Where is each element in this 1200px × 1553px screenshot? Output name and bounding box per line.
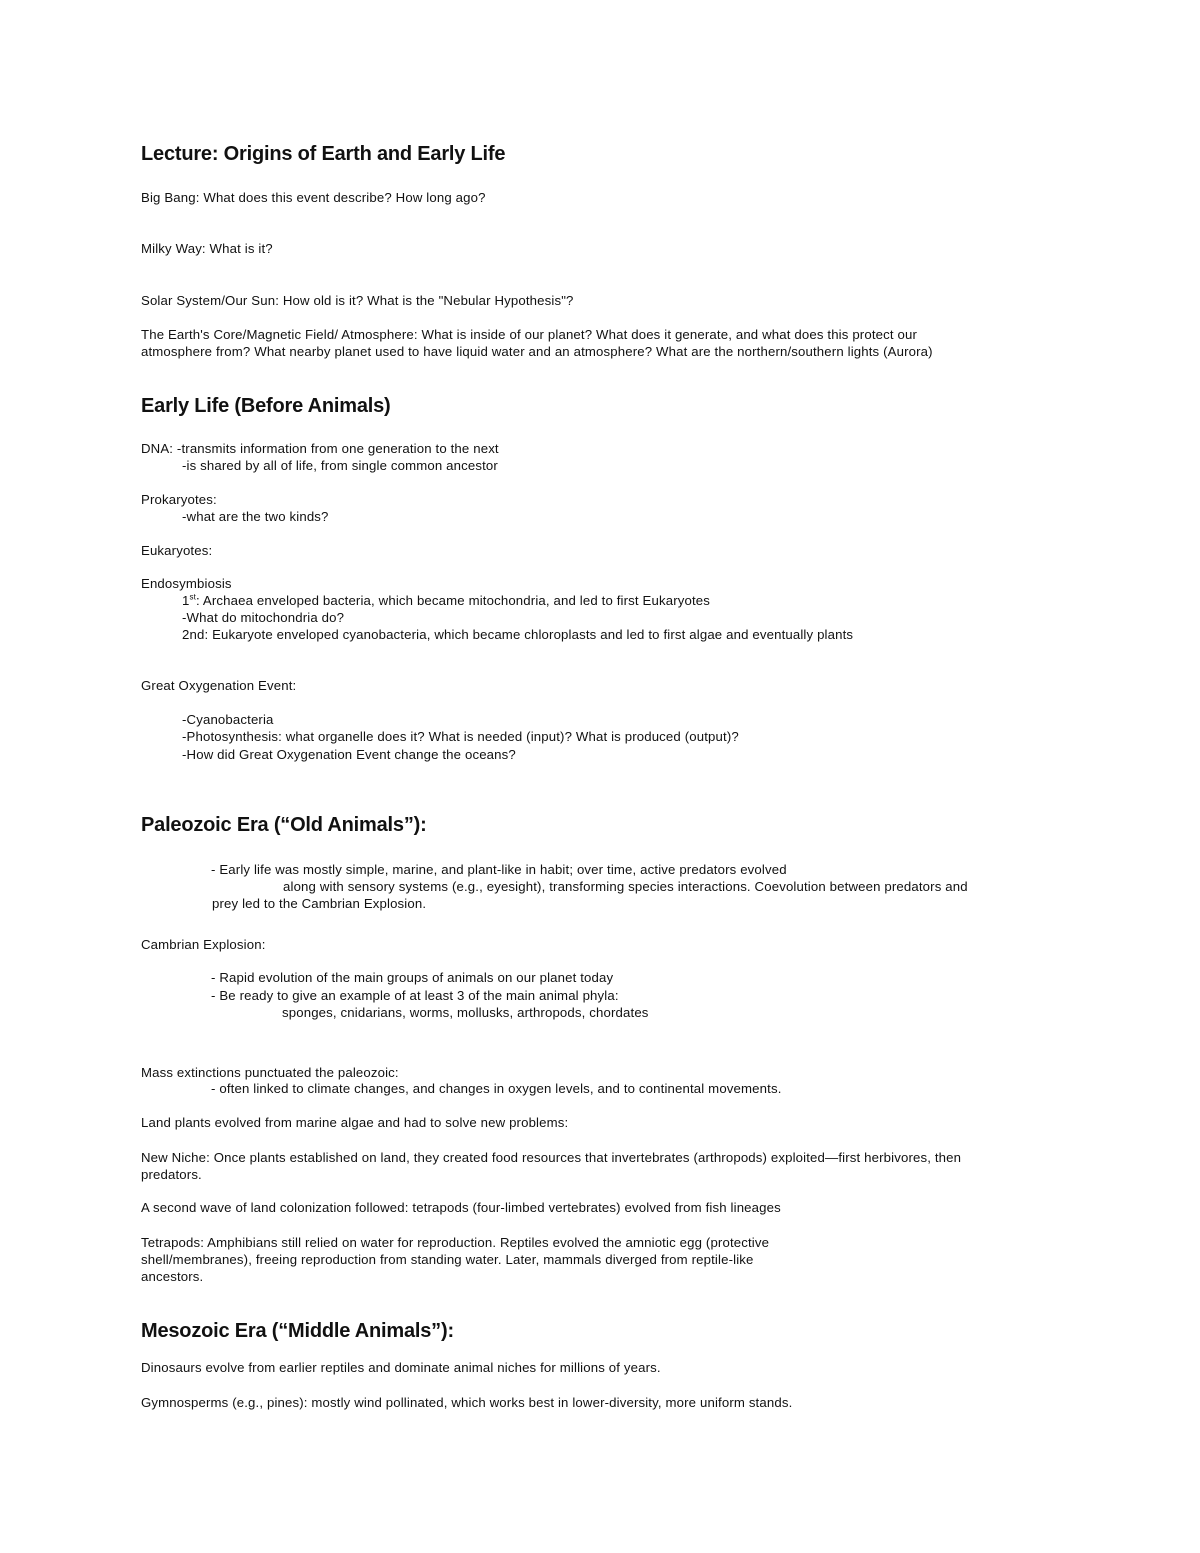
goe-item-2: -Photosynthesis: what organelle does it? What is needed (input)? What is produced (output)? (182, 729, 739, 744)
endosymbiosis-second: 2nd: Eukaryote enveloped cyanobacteria, which became chloroplasts and led to first algae and eventually plants (182, 627, 854, 642)
new-niche-line2: predators. (141, 1167, 202, 1182)
goe-item-3: -How did Great Oxygenation Event change the oceans? (182, 747, 516, 762)
endosymbiosis-first-text: : Archaea enveloped bacteria, which became mitochondria, and led to first Eukaryotes (196, 593, 711, 608)
paleozoic-p1-line1: - Early life was mostly simple, marine, and plant-like in habit; over time, active predators evolved (211, 862, 787, 877)
gymnosperms-text: Gymnosperms (e.g., pines): mostly wind pollinated, which works best in lower-diversity, more uniform stands. (141, 1395, 793, 1410)
solar-system-question: Solar System/Our Sun: How old is it? What is the "Nebular Hypothesis"? (141, 293, 574, 308)
paleozoic-p1-line2: along with sensory systems (e.g., eyesight), transforming species interactions. Coevolution between predators and (283, 879, 968, 894)
tetrapods-line2: shell/membranes), freeing reproduction from standing water. Later, mammals diverged from reptile-like (141, 1252, 754, 1267)
mass-extinction-item: - often linked to climate changes, and changes in oxygen levels, and to continental movements. (211, 1081, 782, 1096)
page-title: Lecture: Origins of Earth and Early Life (141, 143, 506, 165)
tetrapods-line1: Tetrapods: Amphibians still relied on water for reproduction. Reptiles evolved the amniotic egg (protective (141, 1235, 770, 1250)
early-life-heading: Early Life (Before Animals) (141, 395, 391, 417)
milky-way-question: Milky Way: What is it? (141, 241, 273, 256)
cambrian-item-2: - Be ready to give an example of at least 3 of the main animal phyla: (211, 988, 619, 1003)
new-niche-line1: New Niche: Once plants established on land, they created food resources that invertebrates (arthropods) exploited—first herbivores, then (141, 1150, 962, 1165)
ordinal-suffix: st (189, 592, 197, 602)
mesozoic-heading: Mesozoic Era (“Middle Animals”): (141, 1320, 454, 1342)
eukaryotes-label: Eukaryotes: (141, 543, 213, 558)
tetrapods-line3: ancestors. (141, 1269, 204, 1284)
second-wave-text: A second wave of land colonization followed: tetrapods (four-limbed vertebrates) evolved from fish lineages (141, 1200, 781, 1215)
prokaryotes-label: Prokaryotes: (141, 492, 217, 507)
cambrian-item-1: - Rapid evolution of the main groups of animals on our planet today (211, 970, 614, 985)
prokaryotes-question: -what are the two kinds? (182, 509, 329, 524)
cambrian-item-3: sponges, cnidarians, worms, mollusks, arthropods, chordates (282, 1005, 649, 1020)
endosymbiosis-label: Endosymbiosis (141, 576, 232, 591)
dinosaurs-text: Dinosaurs evolve from earlier reptiles and dominate animal niches for millions of years. (141, 1360, 661, 1375)
mitochondria-question: -What do mitochondria do? (182, 610, 345, 625)
ordinal-number: 1 (182, 593, 190, 608)
paleozoic-heading: Paleozoic Era (“Old Animals”): (141, 814, 427, 836)
earth-core-question-line2: atmosphere from? What nearby planet used to have liquid water and an atmosphere? What are the northern/southern lights (Aurora) (141, 344, 933, 359)
mass-extinction-label: Mass extinctions punctuated the paleozoic: (141, 1065, 399, 1080)
goe-label: Great Oxygenation Event: (141, 678, 297, 693)
big-bang-question: Big Bang: What does this event describe? How long ago? (141, 190, 486, 205)
dna-line1: DNA: -transmits information from one generation to the next (141, 441, 499, 456)
earth-core-question-line1: The Earth's Core/Magnetic Field/ Atmosphere: What is inside of our planet? What does it generate, and what does this protect our (141, 327, 918, 342)
cambrian-label: Cambrian Explosion: (141, 937, 266, 952)
dna-line2: -is shared by all of life, from single common ancestor (182, 458, 498, 473)
land-plants-text: Land plants evolved from marine algae and had to solve new problems: (141, 1115, 569, 1130)
goe-item-1: -Cyanobacteria (182, 712, 274, 727)
endosymbiosis-first (182, 592, 710, 609)
paleozoic-p1-line3: prey led to the Cambrian Explosion. (212, 896, 427, 911)
